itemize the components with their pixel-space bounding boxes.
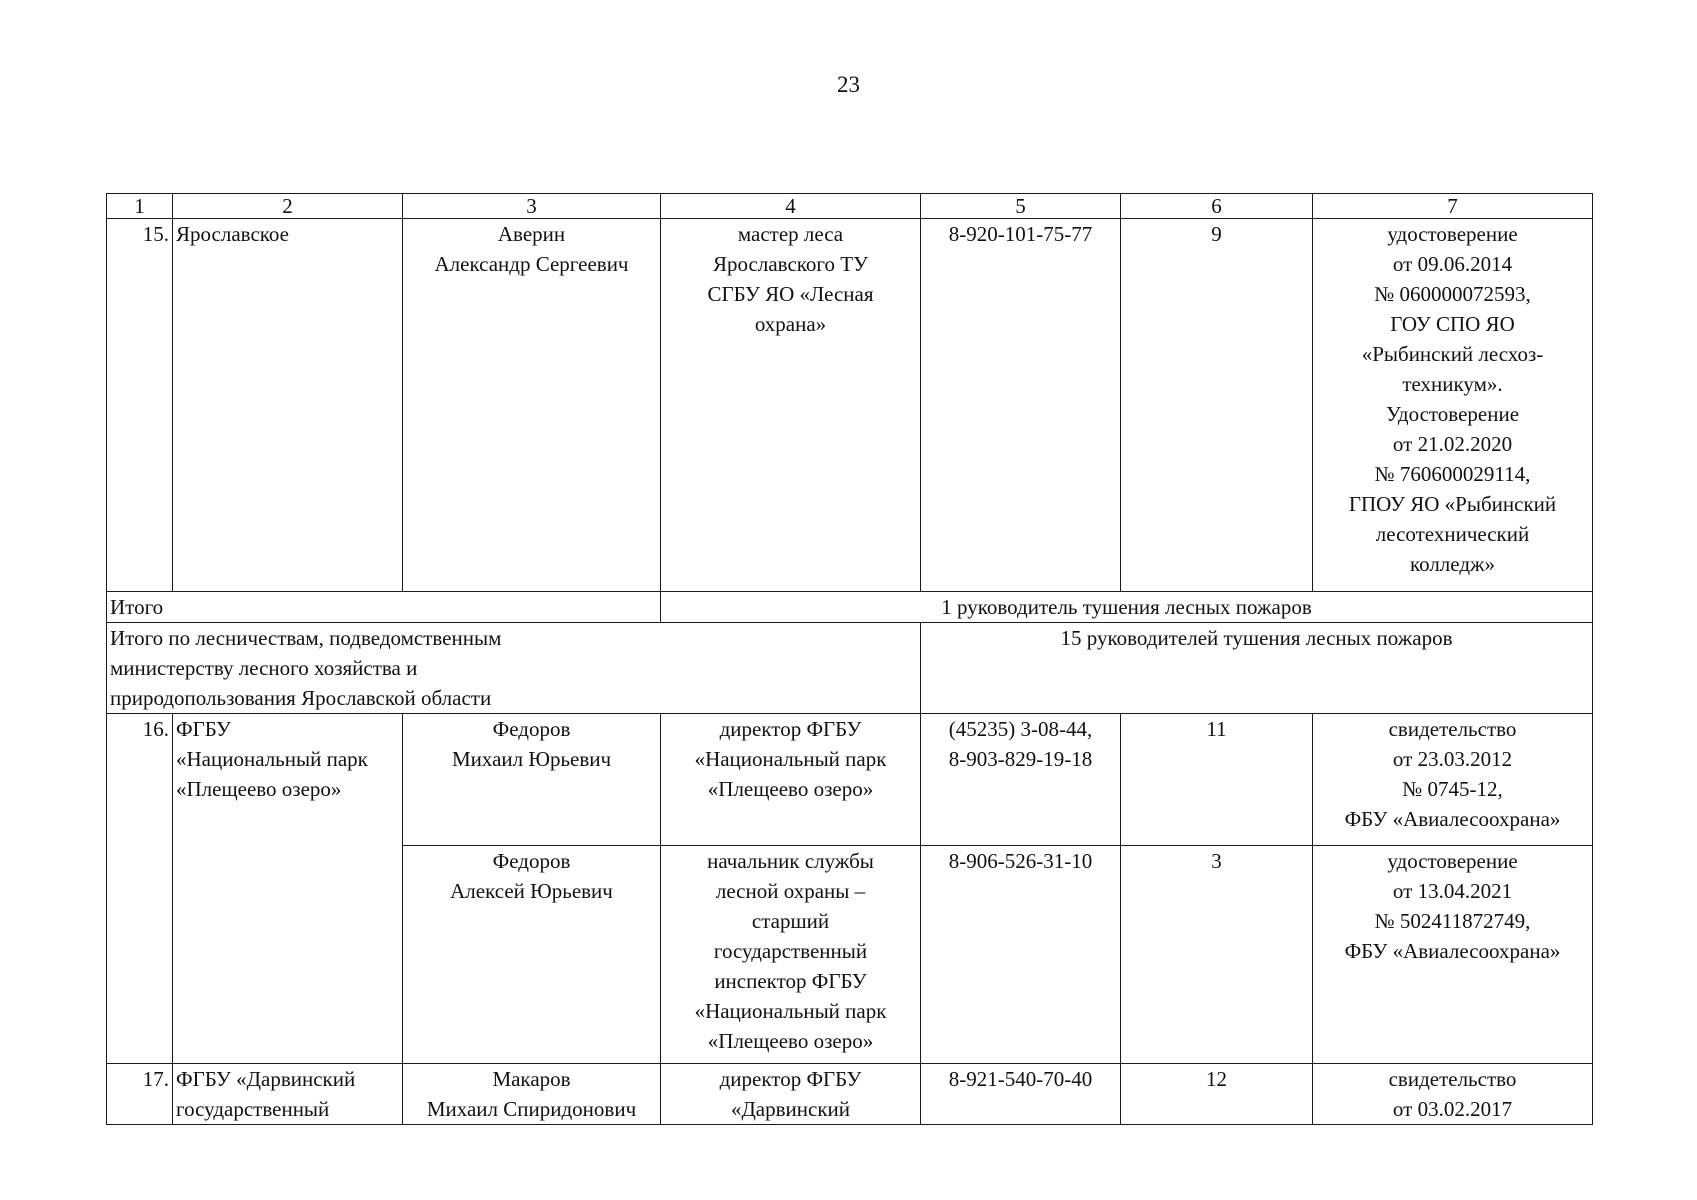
person-position: начальник службы лесной охраны – старший государственный инспектор ФГБУ «Национальный парк «Плещеево озеро» [661,846,921,1064]
table-row-16a [107,714,1593,846]
total-value: 1 руководитель тушения лесных пожаров [661,592,1593,623]
table-header-row [107,194,1593,219]
person-position: мастер леса Ярославского ТУ СГБУ ЯО «Лесная охрана» [661,219,921,592]
person-position: директор ФГБУ «Дарвинский [661,1064,921,1125]
header-col-3: 3 [403,194,661,219]
forestry-name: Ярославское [173,219,403,592]
header-col-7: 7 [1313,194,1593,219]
total-label: Итого [107,592,661,623]
header-col-2: 2 [173,194,403,219]
person-phone: 8-920-101-75-77 [921,219,1121,592]
person-phone: (45235) 3-08-44, 8-903-829-19-18 [921,714,1121,846]
total-ministry-label: Итого по лесничествам, подведомственным министерству лесного хозяйства и природопользования Ярославской области [107,623,921,714]
experience-years: 9 [1121,219,1313,592]
forestry-name: ФГБУ «Национальный парк «Плещеево озеро» [173,714,403,1064]
person-phone: 8-921-540-70-40 [921,1064,1121,1125]
training-document: удостоверение от 13.04.2021 № 502411872749, ФБУ «Авиалесоохрана» [1313,846,1593,1064]
person-name: Макаров Михаил Спиридонович [403,1064,661,1125]
person-position: директор ФГБУ «Национальный парк «Плещеево озеро» [661,714,921,846]
row-number: 15. [107,219,173,592]
table-row-15 [107,219,1593,592]
total-ministry-row [107,623,1593,714]
person-name: Федоров Михаил Юрьевич [403,714,661,846]
total-ministry-value: 15 руководителей тушения лесных пожаров [921,623,1593,714]
training-document: удостоверение от 09.06.2014 № 060000072593, ГОУ СПО ЯО «Рыбинский лесхоз- техникум». Удостоверение от 21.02.2020 № 760600029114, ГПОУ ЯО «Рыбинский лесотехнический колледж» [1313,219,1593,592]
person-phone: 8-906-526-31-10 [921,846,1121,1064]
table-row-17 [107,1064,1593,1125]
page-number: 23 [837,72,860,97]
row-number: 17. [107,1064,173,1125]
header-col-6: 6 [1121,194,1313,219]
training-document: свидетельство от 23.03.2012 № 0745-12, ФБУ «Авиалесоохрана» [1313,714,1593,846]
experience-years: 3 [1121,846,1313,1064]
header-col-1: 1 [107,194,173,219]
header-col-4: 4 [661,194,921,219]
person-name: Федоров Алексей Юрьевич [403,846,661,1064]
training-document: свидетельство от 03.02.2017 [1313,1064,1593,1125]
row-number: 16. [107,714,173,1064]
experience-years: 12 [1121,1064,1313,1125]
experience-years: 11 [1121,714,1313,846]
forestry-name: ФГБУ «Дарвинский государственный [173,1064,403,1125]
total-row [107,592,1593,623]
forest-fire-managers-table [106,193,1593,1125]
person-name: Аверин Александр Сергеевич [403,219,661,592]
header-col-5: 5 [921,194,1121,219]
